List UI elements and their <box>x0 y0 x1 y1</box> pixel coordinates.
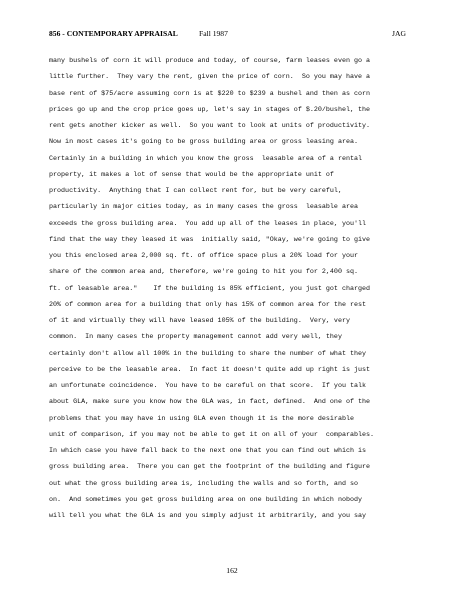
text-line: In which case you have fall back to the next one that you can find out which is <box>49 447 367 455</box>
page-number: 162 <box>226 566 238 575</box>
text-line: little further. They vary the rent, given the price of corn. So you may have a <box>49 73 371 82</box>
text-line: particularly in major cities today, as in many cases the gross leasable area <box>49 203 359 212</box>
author-initials: JAG <box>392 29 406 38</box>
text-line: share of the common area and, therefore, we're going to hit you for 2,400 sq. <box>49 268 359 277</box>
text-line: you this enclosed area 2,000 sq. ft. of office space plus a 20% load for your <box>49 252 359 260</box>
running-header <box>49 29 429 43</box>
text-line: base rent of $75/acre assuming corn is at $220 to $239 a bushel and then as corn <box>49 89 371 98</box>
text-line: out what the gross building area is, including the walls and so forth, and so <box>49 479 359 488</box>
text-line: productivity. Anything that I can collect rent for, but be very careful, <box>49 187 342 195</box>
text-line: find that the way they leased it was initially said, "Okay, we're going to give <box>49 235 371 244</box>
text-line: rent gets another kicker as well. So you want to look at units of productivity. <box>49 122 371 130</box>
text-line: 20% of common area for a building that only has 15% of common area for the rest <box>49 300 367 309</box>
issue-date: Fall 1987 <box>199 29 228 38</box>
text-line: on. And sometimes you get gross building area on one building in which nobody <box>49 495 363 504</box>
journal-title: 856 - CONTEMPORARY APPRAISAL <box>49 29 178 38</box>
text-line: about GLA, make sure you know how the GLA was, in fact, defined. And one of the <box>49 398 371 407</box>
text-line: problems that you may have in using GLA even though it is the more desirable <box>49 414 354 423</box>
text-line: prices go up and the crop price goes up, let's say in stages of $.20/bushel, the <box>49 105 371 114</box>
text-line: of it and virtually they will have leased 105% of the building. Very, very <box>49 317 350 325</box>
text-line: gross building area. There you can get the footprint of the building and figure <box>49 463 371 472</box>
text-line: many bushels of corn it will produce and today, of course, farm leases even go a <box>49 57 371 65</box>
text-line: property, it makes a lot of sense that would be the appropriate unit of <box>49 170 334 179</box>
text-line: exceeds the gross building area. You add up all of the leases in place, you'll <box>49 219 367 228</box>
text-line: certainly don't allow all 100% in the building to share the number of what they <box>49 349 367 358</box>
text-line: Now in most cases it's going to be gross building area or gross leasing area. <box>49 138 359 147</box>
text-line: an unfortunate coincidence. You have to be careful on that score. If you talk <box>49 382 367 390</box>
text-line: perceive to be the leasable area. In fact it doesn't quite add up right is just <box>49 365 371 374</box>
text-line: Certainly in a building in which you know the gross leasable area of a rental <box>49 154 363 163</box>
body-text <box>49 53 433 524</box>
text-line: common. In many cases the property management cannot add very well, they <box>49 333 342 342</box>
text-line: ft. of leasable area." If the building is 85% efficient, you just got charged <box>49 284 371 293</box>
text-line: will tell you what the GLA is and you simply adjust it arbitrarily, and you say <box>49 512 367 520</box>
text-line: unit of comparison, if you may not be able to get it on all of your comparables. <box>49 430 375 439</box>
